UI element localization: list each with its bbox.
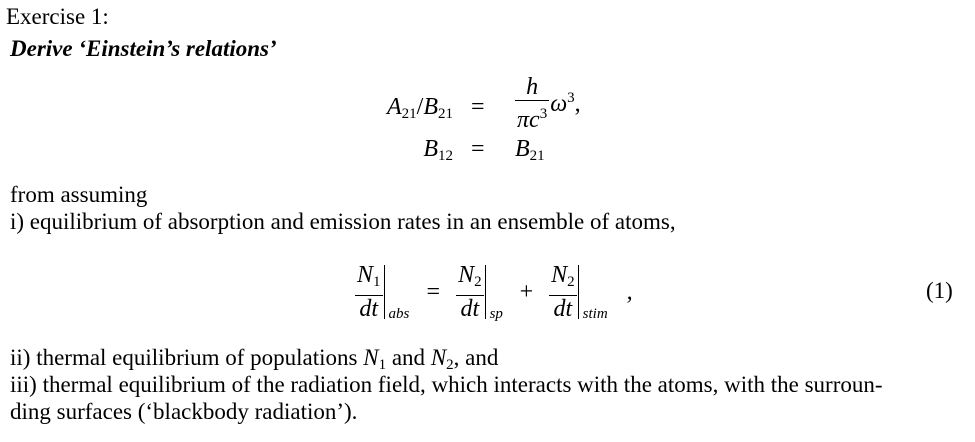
relation-1-rhs <box>515 74 581 133</box>
rate-comma: , <box>626 278 633 305</box>
equation-number: (1) <box>926 278 953 303</box>
rate-equals: = <box>426 278 441 305</box>
relation-2-rhs: $B_{21}$ <box>515 136 545 164</box>
fraction-numerator: h <box>526 74 539 100</box>
stim-label: stim <box>582 306 608 322</box>
assumption-item-3-line-2: ding surfaces (‘blackbody radiation’). <box>10 399 358 424</box>
spontaneous-term: $\frac{N_2}{dt}$ sp <box>458 262 503 322</box>
stimulated-term: $\frac{N_2}{dt}$ stim <box>551 262 608 322</box>
exercise-task: Derive ‘Einstein’s relations’ <box>10 36 277 61</box>
h-over-pi-c3-fraction <box>515 74 549 133</box>
sp-label: sp <box>489 306 503 322</box>
abs-label: abs <box>388 306 410 322</box>
rate-plus: + <box>519 278 534 305</box>
from-assuming-text: from assuming <box>10 182 148 207</box>
absorption-term: $\frac{N_1}{dt}$ abs <box>357 262 410 322</box>
exercise-title: Exercise 1: <box>6 4 109 29</box>
fraction-denominator: $\pi c^3$ <box>515 100 549 133</box>
relation-2-lhs: $B_{12}$ <box>423 136 453 164</box>
relation-1-equals: = <box>471 94 485 120</box>
assumption-item-3-line-1: iii) thermal equilibrium of the radiation field, which interacts with the atoms, with the surroun- <box>10 372 883 397</box>
relation-1-lhs: $A_{21}/B_{21}$ <box>386 94 453 122</box>
omega-cubed: $\omega^3$, <box>550 89 581 117</box>
assumption-item-1: i) equilibrium of absorption and emission rates in an ensemble of atoms, <box>10 209 676 234</box>
assumption-item-2: ii) thermal equilibrium of populations $N_1$ and $N_2$, and <box>10 345 499 373</box>
rate-equation <box>355 262 633 324</box>
relation-2-equals: = <box>471 136 485 162</box>
